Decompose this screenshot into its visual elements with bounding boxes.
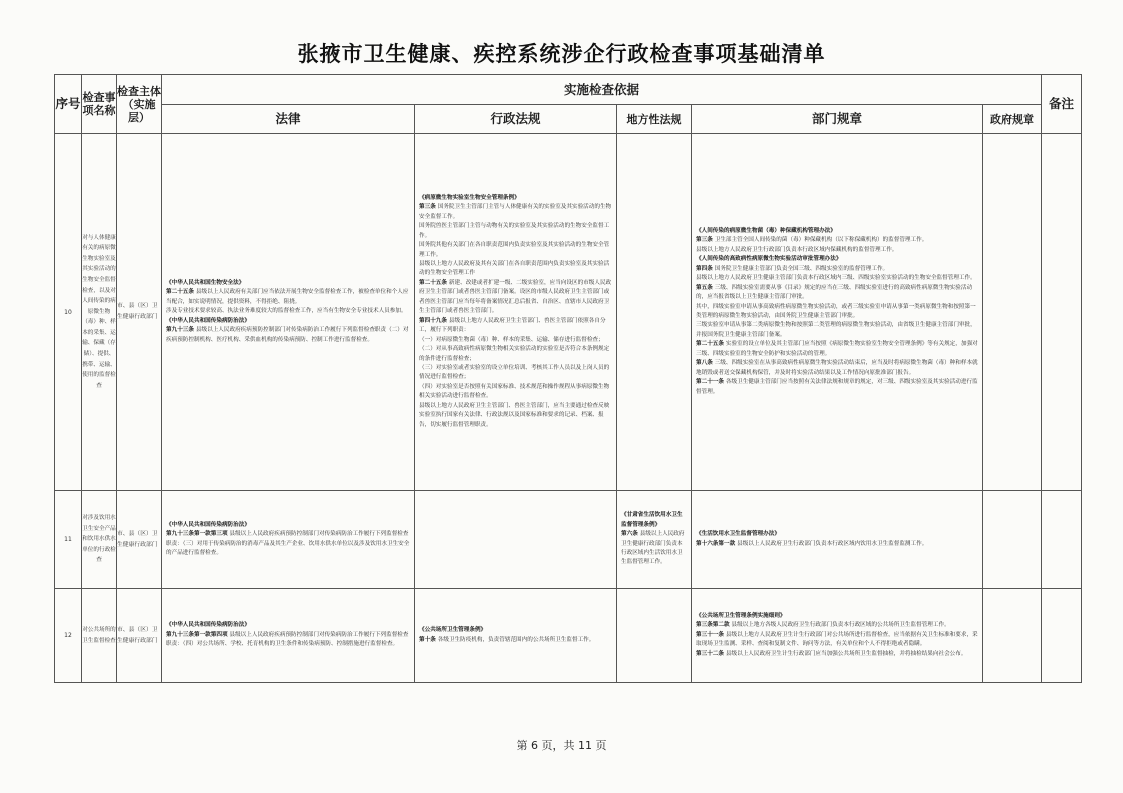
basis-paragraph: 县级以上地方人民政府及其有关部门在各自职责范围内负责实验室及其实验活动的生物安全管理工作	[419, 261, 610, 277]
table-row	[55, 134, 1082, 491]
row-law	[162, 589, 415, 683]
basis-paragraph: 第九十三条 县级以上人民政府疾病预防控制部门对传染病防治工作履行下列监督检查职责（二）对疾病预防控制机构、医疗机构、采供血机构的传染病预防、控制工作进行监督检查。	[166, 327, 409, 343]
row-seq: 10	[55, 134, 82, 491]
header-gov-rule: 政府规章	[983, 105, 1042, 134]
basis-paragraph: 第四条 国务院卫生健康主管部门负责全国三级、四级实验室的监督管理工作。	[696, 265, 889, 272]
basis-paragraph: 第十条 各级卫生防疫机构，负责管辖范围内的公共场所卫生监督工作。	[419, 636, 595, 643]
row-law	[162, 134, 415, 491]
row-subject: 市、县（区）卫生健康行政部门	[117, 491, 162, 589]
basis-paragraph: （三）对实验室或者实验室的设立单位培训、考核其工作人员以及上岗人员的情况进行监督检查；	[419, 364, 610, 381]
row-regulation	[415, 134, 617, 491]
basis-paragraph: 第三十一条 县级以上地方人民政府卫生计生行政部门对公共场所进行监督检查，应当依据有关卫生标准和要求，采取现场卫生监测、采样、查阅和复制文件、询问等方法，有关单位和个人不得拒绝或者隐瞒。	[696, 631, 978, 648]
basis-paragraph: 《生活饮用水卫生监督管理办法》	[696, 531, 780, 538]
basis-paragraph: 国务院兽医主管部门主管与动物有关的实验室及其实验活动的生物安全监督工作。	[419, 223, 610, 239]
basis-paragraph: 县级以上地方人民政府卫生主管部门、兽医主管部门，应当主要通过检查反映实验室执行国家有关法律、行政法规以及国家标准和要求的记录、档案、报告，切实履行监督管理职责。	[419, 402, 610, 428]
basis-paragraph: 第二十五条 新建、改建或者扩建一级、二级实验室，应当向设区的市级人民政府卫生主管部门或者兽医主管部门备案。设区的市级人民政府卫生主管部门或者兽医主管部门应当每年将备案情况汇总后报省、自治区、直辖市人民政府卫生主管部门或者兽医主管部门。	[419, 279, 612, 315]
basis-paragraph: 第四十九条 县级以上地方人民政府卫生主管部门、兽医主管部门依照各自分工，履行下列职责：	[419, 317, 606, 334]
basis-paragraph: 第三条 国务院卫生主管部门主管与人体健康有关的实验室及其实验活动的生物安全监督工作。	[419, 204, 612, 220]
basis-paragraph: 涉及专业技术要求较高、执法业务难度较大的监督检查工作，应当有生物安全专业技术人员参加。	[166, 308, 407, 315]
row-regulation	[415, 491, 617, 589]
basis-paragraph: 《中华人民共和国传染病防治法》	[166, 317, 250, 324]
basis-paragraph: 第二十五条 县级以上人民政府有关部门应当依法开展生物安全监督检查工作，被检查单位和个人应当配合，如实说明情况，提供资料，不得拒绝、阻挠。	[166, 289, 409, 305]
row-local	[617, 134, 692, 491]
header-subject: 检查主体（实施层）	[117, 75, 162, 134]
basis-paragraph: 《中华人民共和国传染病防治法》	[166, 622, 250, 629]
basis-paragraph: 《病原微生物实验室生物安全管理条例》	[419, 194, 520, 201]
basis-paragraph: 《公共场所卫生管理条例》	[419, 627, 487, 634]
basis-paragraph: （一）对病原微生物菌（毒）种、样本的采集、运输、储存进行监督检查；	[419, 336, 604, 343]
row-regulation	[415, 589, 617, 683]
basis-paragraph: 第十六条第一款 县级以上人民政府卫生行政部门负责本行政区域内饮用水卫生监督监测工作。	[696, 540, 928, 547]
basis-paragraph: 《中华人民共和国生物安全法》	[166, 279, 245, 286]
table-row	[55, 589, 1082, 683]
basis-paragraph: 《中华人民共和国传染病防治法》	[166, 521, 250, 528]
basis-paragraph: 县级以上地方人民政府卫生健康主管部门负责本行政区域内三级、四级实验室实验活动的生物安全监督管理工作。	[696, 275, 976, 282]
row-dept	[692, 589, 983, 683]
row-dept	[692, 134, 983, 491]
basis-paragraph: 《公共场所卫生管理条例实施细则》	[696, 612, 786, 619]
basis-paragraph: 县级以上地方人民政府卫生行政部门负责本行政区域内保藏机构的监督管理工作。	[696, 246, 898, 253]
header-item: 检查事项名称	[82, 75, 117, 134]
basis-paragraph: （四）对实验室是否按照有关国家标准、技术规范和操作规程从事病原微生物相关实验活动进行监督检查。	[419, 383, 610, 400]
basis-paragraph: 第五条 三级、四级实验室需要从事《目录》规定的应当在三级、四级实验室进行的高致病性病原微生物实验活动的，应当报省级以上卫生健康主管部门审批。	[696, 284, 973, 301]
table-row	[55, 491, 1082, 589]
row-item: 对涉及饮用水卫生安全产品和饮用水供水单位的行政检查	[82, 491, 117, 589]
basis-paragraph: 《人间传染的病原微生物菌（毒）种保藏机构管理办法》	[696, 227, 836, 234]
inspection-table	[54, 74, 1082, 683]
basis-paragraph: （二）对从事高致病性病原微生物相关实验活动的实验室是否符合本条例规定的条件进行监督检查；	[419, 346, 610, 362]
basis-paragraph: 三级实验室申请从事第二类病原微生物和按照第二类管理的病原微生物实验活动，由省级卫生健康主管部门审批，并报国务院卫生健康主管部门备案。	[696, 322, 976, 338]
basis-paragraph: 第八条 三级、四级实验室在从事高致病性病原微生物实验活动结束后，应当及时将病原微生物菌（毒）种和样本就地销毁或者送交保藏机构保管，并及时将实验活动结果以及工作情况向原批准部门报告。	[696, 360, 978, 376]
row-gov	[983, 134, 1042, 491]
row-local	[617, 491, 692, 589]
basis-paragraph: 第九十三条第一款第四项 县级以上人民政府疾病预防控制部门对传染病防治工作履行下列监督检查职责：（四）对公共场所、学校、托育机构的卫生条件和传染病预防、控制措施进行监督检查。	[166, 631, 409, 648]
row-subject: 市、县（区）卫生健康行政部门	[117, 589, 162, 683]
header-dept-rule: 部门规章	[692, 105, 983, 134]
header-remark: 备注	[1042, 75, 1082, 134]
row-dept	[692, 491, 983, 589]
basis-paragraph: 《人间传染的高致病性病原微生物实验活动审批管理办法》	[696, 256, 842, 263]
basis-paragraph: 第六条 县级以上人民政府卫生健康行政部门负责本行政区域内生活饮用水卫生监督管理工作。	[621, 531, 685, 566]
row-seq: 12	[55, 589, 82, 683]
row-law	[162, 491, 415, 589]
header-local-regulation: 地方性法规	[617, 105, 692, 134]
header-basis: 实施检查依据	[162, 75, 1042, 105]
basis-paragraph: 第二十一条 各级卫生健康主管部门应当按照有关法律法规和规章的规定，对三级、四级实验室及其实验活动进行监督管理。	[696, 379, 978, 395]
row-remark	[1042, 134, 1082, 491]
basis-paragraph: 第三条第二款 县级以上地方各级人民政府卫生行政部门负责本行政区域的公共场所卫生监督管理工作。	[696, 622, 950, 629]
row-remark	[1042, 491, 1082, 589]
row-item: 对公共场所的卫生监督检查	[82, 589, 117, 683]
page-title: 张掖市卫生健康、疾控系统涉企行政检查事项基础清单	[297, 41, 826, 66]
basis-paragraph: 第三十二条 县级以上人民政府卫生计生行政部门应当加强公共场所卫生监督抽检，并将抽检结果向社会公布。	[696, 650, 967, 657]
row-item: 对与人体健康有关的病原微生物实验室及其实验活动的生物安全监督检查，以及对人间传染的病原微生物（毒）种、样本的采集、运输、保藏（存储）、提供、携带、运输、使用的监督检查	[82, 134, 117, 491]
page-footer: 第 6 页，共 11 页	[516, 739, 607, 752]
basis-paragraph: 第二十五条 实验室的设立单位及其主管部门应当按照《病原微生物实验室生物安全管理条例》等有关规定，加强对三级、四级实验室的生物安全防护和实验活动的管理。	[696, 341, 978, 357]
header-seq: 序号	[55, 75, 82, 134]
basis-paragraph: 国务院其他有关部门在各自职责范围内负责实验室及其实验活动的生物安全管理工作。	[419, 242, 610, 258]
basis-paragraph: 《甘肃省生活饮用水卫生监督管理条例》	[621, 512, 683, 528]
row-gov	[983, 589, 1042, 683]
row-local	[617, 589, 692, 683]
row-subject: 市、县（区）卫生健康行政部门	[117, 134, 162, 491]
header-law: 法律	[162, 105, 415, 134]
basis-paragraph: 第三条 卫生部主管全国人间传染的菌（毒）种保藏机构（以下称保藏机构）的监督管理工作。	[696, 237, 928, 244]
row-gov	[983, 491, 1042, 589]
basis-paragraph: 第九十三条第一款第三项 县级以上人民政府疾病预防控制部门对传染病防治工作履行下列监督检查职责：（三）对用于传染病防治的消毒产品及其生产企业、饮用水供水单位以及涉及饮用水卫生安全的产品进行监督检查。	[166, 531, 410, 556]
header-regulation: 行政法规	[415, 105, 617, 134]
row-seq: 11	[55, 491, 82, 589]
basis-paragraph: 其中，四级实验室申请从事高致病性病原微生物实验活动，或者三级实验室申请从事第一类病原微生物和按照第一类管理的病原微生物实验活动，由国务院卫生健康主管部门审批。	[696, 303, 976, 319]
row-remark	[1042, 589, 1082, 683]
